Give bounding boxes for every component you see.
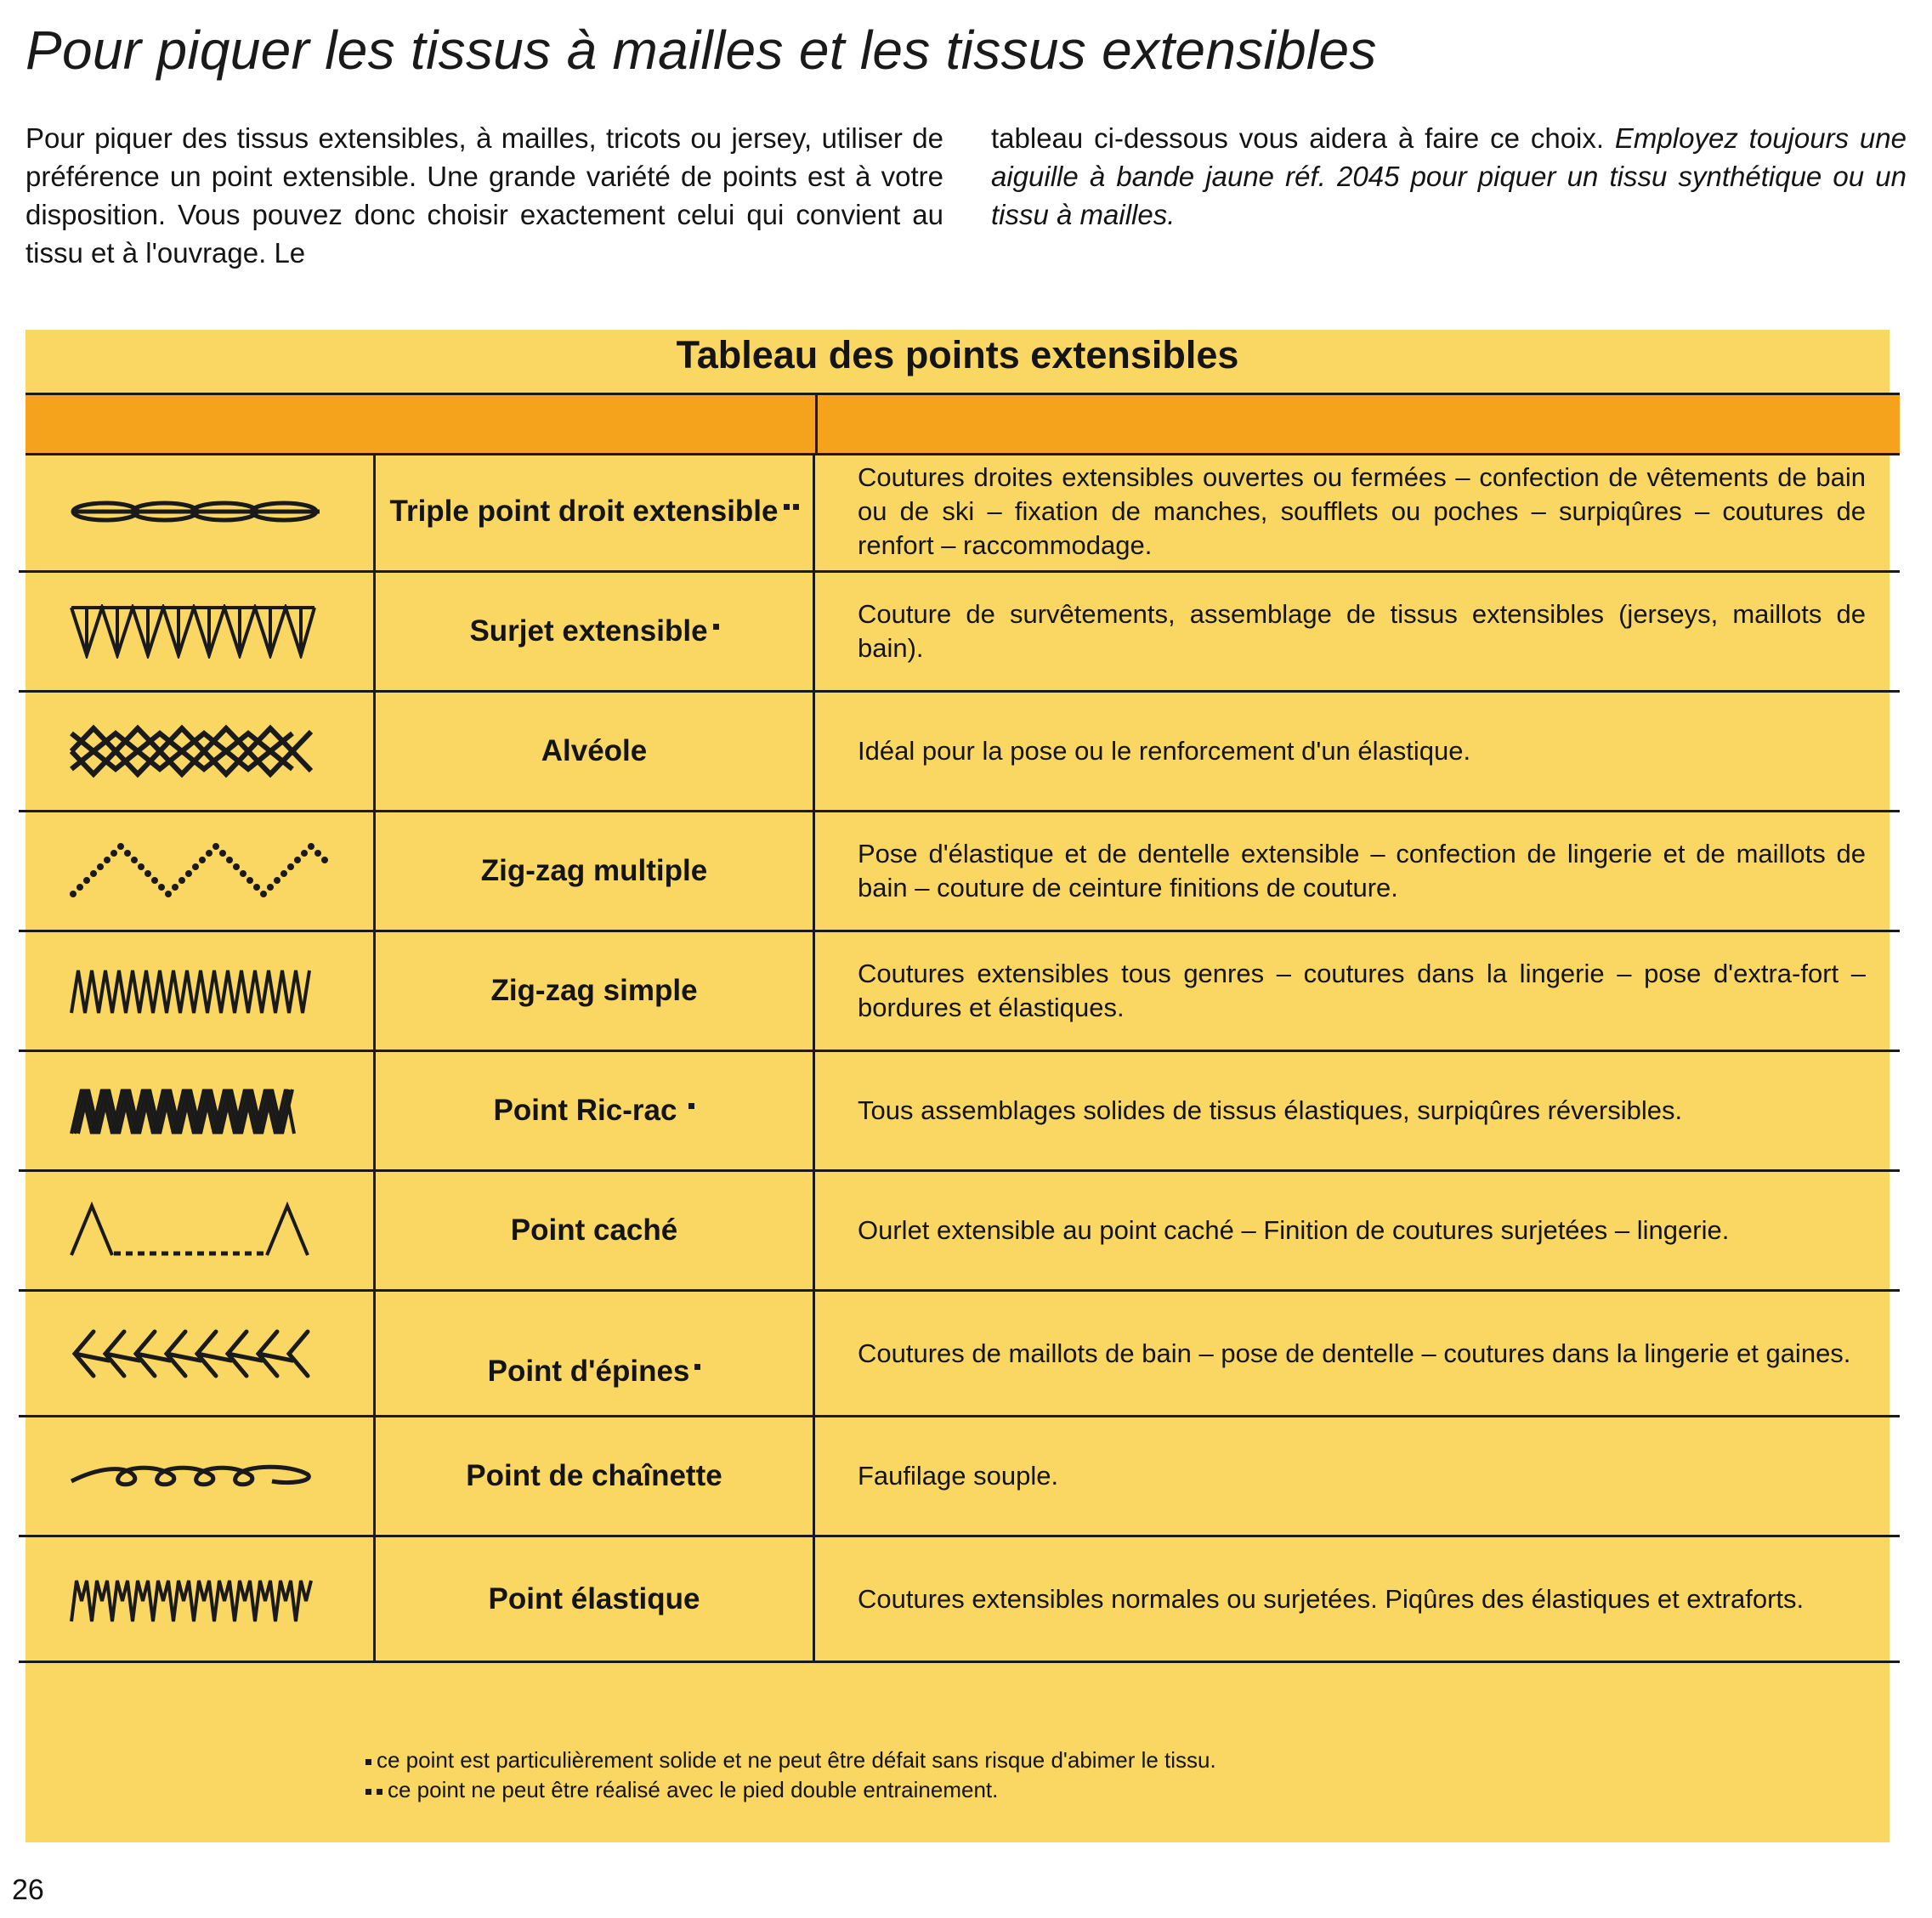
stitch-description: Couture de survêtements, assemblage de tissus extensibles (jerseys, maillots de bain). (858, 599, 1866, 663)
footnote-double-mark: ce point ne peut être réalisé avec le pied double entrainement. (365, 1775, 1216, 1805)
page-title: Pour piquer les tissus à mailles et les tissus extensibles (25, 20, 1377, 81)
table-row (19, 1172, 1900, 1292)
stitch-name: Point d'épines (376, 1292, 815, 1415)
intro-right-italic: Employez toujours une aiguille à bande jaune réf. 2045 pour piquer un tissu synthétique ou un tissu à mailles. (991, 122, 1907, 230)
stitch-name: Triple point droit extensible (376, 453, 815, 570)
stitch-description: Coutures droites extensibles ouvertes ou fermées – confection de vêtements de bain ou de ski – fixation de manches, soufflets ou poches – surpiqûres – coutures de renfort – raccommodage. (858, 462, 1866, 560)
chain-stitch-icon (68, 1459, 314, 1493)
table-row (19, 573, 1900, 693)
intro-left-column: Pour piquer des tissus extensibles, à mailles, tricots ou jersey, utiliser de préférence un point extensible. Une grande variété de points est à votre disposition. Vous pouvez donc choisir exactement celui qui convient au tissu et à l'ouvrage. Le (25, 122, 943, 269)
table-row (19, 1052, 1900, 1172)
stitch-name: Zig-zag multiple (376, 812, 815, 930)
feather-stitch-icon (68, 1327, 314, 1381)
multi-zigzag-stitch-icon (68, 841, 331, 901)
table-row (19, 932, 1900, 1052)
stitch-name: Alvéole (376, 693, 815, 810)
table-header-band (25, 393, 1900, 455)
table-row (19, 812, 1900, 932)
intro-right-column (991, 119, 1907, 234)
ric-rac-stitch-icon (68, 1084, 297, 1137)
footnotes (365, 1745, 1216, 1805)
intro-right-text: tableau ci-dessous vous aidera à faire ce choix. (991, 122, 1605, 154)
stitch-description: Faufilage souple. (858, 1461, 1059, 1491)
elastic-stitch-icon (68, 1574, 314, 1625)
stitch-name: Point Ric-rac (376, 1052, 815, 1169)
stitch-name: Point caché (376, 1172, 815, 1289)
stitch-description: Idéal pour la pose ou le renforcement d'un élastique. (858, 736, 1471, 766)
zigzag-stitch-icon (68, 965, 314, 1016)
table-row (19, 693, 1900, 812)
stitch-description: Tous assemblages solides de tissus élastiques, surpiqûres réversibles. (858, 1095, 1683, 1125)
table-title: Tableau des points extensibles (676, 333, 1239, 376)
stitch-description: Coutures extensibles tous genres – coutures dans la lingerie – pose d'extra-fort – bordures et élastiques. (858, 959, 1866, 1022)
table-row (19, 453, 1900, 573)
page-number: 26 (12, 1874, 44, 1906)
overlock-stitch-icon (68, 604, 323, 659)
stitch-description: Pose d'élastique et de dentelle extensible – confection de lingerie et de maillots de bain – couture de ceinture finitions de couture. (858, 839, 1866, 902)
table-row (19, 1417, 1900, 1537)
blind-stitch-icon (68, 1201, 314, 1260)
table-row (19, 1292, 1900, 1417)
stitch-table (19, 453, 1900, 1663)
stitch-name: Point élastique (376, 1537, 815, 1661)
honeycomb-stitch-icon (68, 723, 314, 779)
table-row (19, 1537, 1900, 1663)
stitch-description: Coutures de maillots de bain – pose de dentelle – coutures dans la lingerie et gaines. (858, 1338, 1851, 1368)
stitch-name: Surjet extensible (376, 573, 815, 690)
stitch-name: Point de chaînette (376, 1417, 815, 1535)
stitch-description: Coutures extensibles normales ou surjetées. Piqûres des élastiques et extraforts. (858, 1583, 1805, 1614)
stitch-description: Ourlet extensible au point caché – Finition de coutures surjetées – lingerie. (858, 1215, 1730, 1245)
triple-straight-stitch-icon (68, 495, 323, 529)
stitch-name: Zig-zag simple (376, 932, 815, 1050)
footnote-single-mark: ce point est particulièrement solide et ne peut être défait sans risque d'abimer le tissu. (365, 1745, 1216, 1775)
